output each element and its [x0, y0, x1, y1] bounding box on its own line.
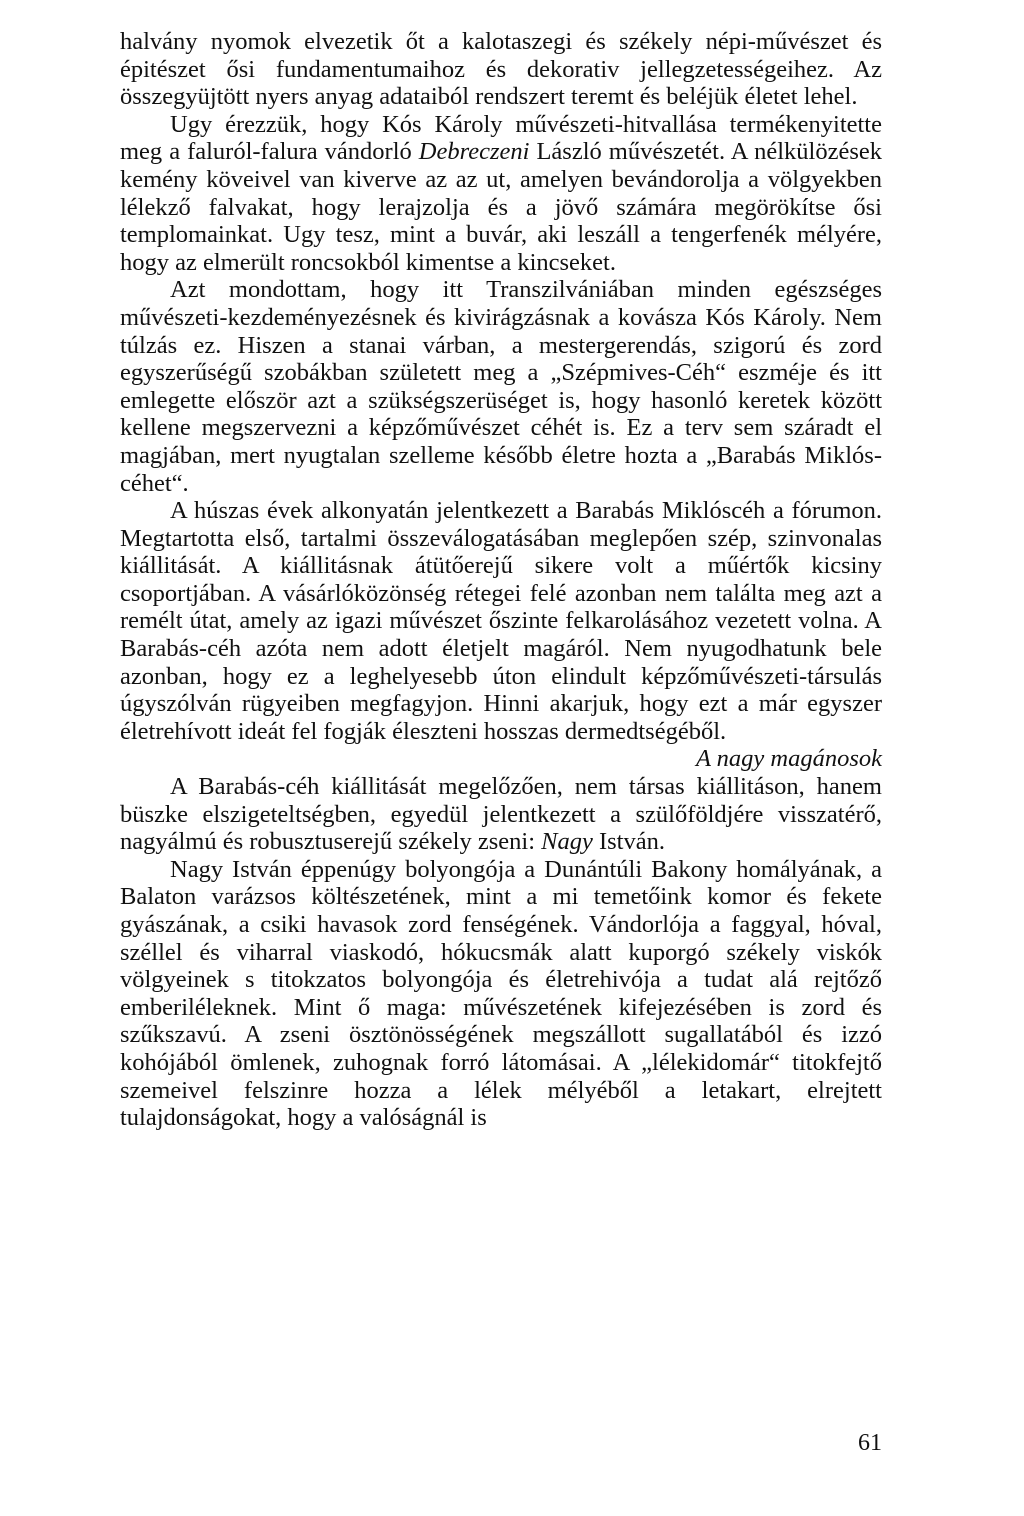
body-text [120, 28, 882, 1132]
text-run: halvány nyomok elvezetik őt a kalotaszegi és székely népi-művészet és épitészet ősi fundamentumaihoz és dekorativ jellegzetességeihez. Az összegyüjtött nyers anyag adataiból rendszert teremt és beléjük életet lehel. [120, 28, 882, 111]
text-run: A húszas évek alkonyatán jelentkezett a Barabás Miklóscéh a fórumon. Megtartotta első, tartalmi összeválogatásában meglepően szép, szinvonalas kiállitását. A kiállitásnak átütőerejű sikere volt a műértők kicsiny csoportjában. A vásárlóközönség rétegei felé azonban nem találta meg azt a remélt útat, amely az igazi művészet őszinte felkarolásához vezetett volna. A Barabás-céh azóta nem adott életjelt magáról. Nem nyugodhatunk bele azonban, hogy ez a leghelyesebb úton elindult képzőművészeti-társulás úgyszólván rügyeiben megfagyjon. Hinni akarjuk, hogy ezt a már egyszer életrehívott ideát fel fogják éleszteni hosszas dermedtségéből. [120, 497, 882, 745]
page-number: 61 [858, 1430, 882, 1456]
paragraph [120, 856, 882, 1132]
text-run: A nagy magánosok [696, 745, 882, 773]
paragraph [120, 28, 882, 111]
paragraph [120, 773, 882, 856]
text-run: Azt mondottam, hogy itt Transzilvániában minden egészséges művészeti-kezdeményezésnek és kivirágzásnak a kovásza Kós Károly. Nem túlzás ez. Hiszen a stanai várban, a mestergerendás, szigorú és zord egyszerűségű szobákban született meg a „Szépmives-Céh“ eszméje és itt emlegette először azt a szükségszerüséget is, hogy hasonló keretek között kellene megszervezni a képzőművészet céhét is. Ez a terv sem száradt el magjában, mert nyugtalan szelleme később életre hozta a „Barabás Miklós-céhet“. [120, 276, 882, 497]
text-run: László művészetét. A nélkülözések kemény köveivel van kiverve az az ut, amelyen bevándorolja a völgyekben lélekző falvakat, hogy lerajzolja és a jövő számára megörökítse ősi templomainkat. Ugy tesz, mint a buvár, aki leszáll a tengerfenék mélyére, hogy az elmerült roncsokból kimentse a kincseket. [120, 138, 882, 276]
text-run: A Barabás-céh kiállitását megelőzően, nem társas kiállitáson, hanem büszke elszigeteltségben, egyedül jelentkezett a szülőföldjére visszatérő, nagyálmú és robusztuserejű székely zseni: [120, 773, 882, 856]
paragraph [120, 276, 882, 497]
text-run: István. [592, 828, 665, 856]
page [120, 28, 882, 1132]
section-heading [120, 745, 882, 773]
paragraph [120, 111, 882, 277]
italic-text: Nagy [541, 828, 593, 856]
text-run: Nagy István éppenúgy bolyongója a Dunántúli Bakony homályának, a Balaton varázsos költészetének, mint a mi temetőink komor és fekete gyászának, a csiki havasok zord fenségének. Vándorlója a faggyal, hóval, széllel és viharral viaskodó, hókucsmák alatt kuporgó székely viskók völgyeinek s titokzatos bolyongója és életrehivója a tudat alá rejtőző emberiléleknek. Mint ő maga: művészetének kifejezésében is zord és szűkszavú. A zseni ösztönösségének megszállott sugallatából és izzó kohójából ömlenek, zuhognak forró látomásai. A „lélekidomár“ titokfejtő szemeivel felszinre hozza a lélek mélyéből a letakart, elrejtett tulajdonságokat, hogy a valóságnál is [120, 855, 882, 1132]
italic-text: Debreczeni [418, 138, 530, 166]
text-run: Ugy érezzük, hogy Kós Károly művészeti-hitvallása termékenyitette meg a faluról-falura vándorló [120, 110, 882, 166]
paragraph [120, 497, 882, 745]
